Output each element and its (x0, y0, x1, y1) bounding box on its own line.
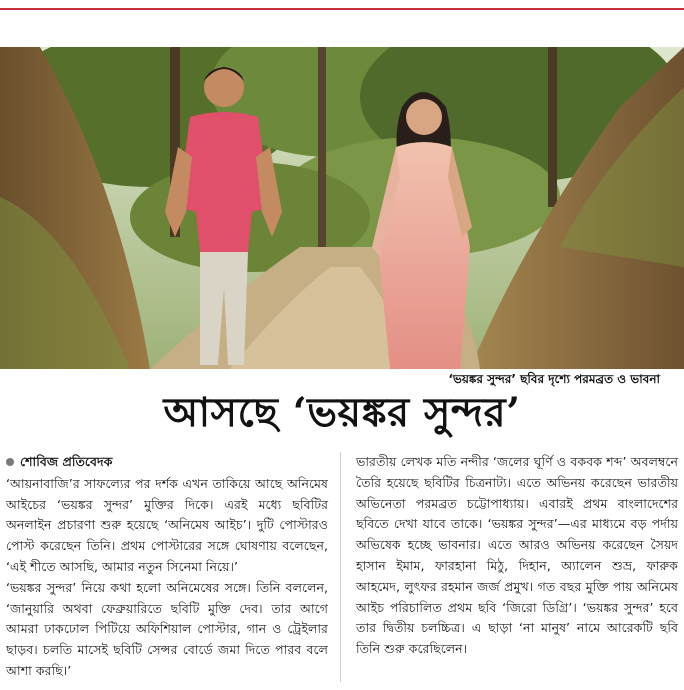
paragraph: ‘ভয়ঙ্কর সুন্দর’ নিয়ে কথা হলো অনিমেষের সঙ্গে। তিনি বললেন, ‘জানুয়ারি অথবা ফেব্রুয়ারিতে ছবিটি মুক্তি দেব। তার আগে আমরা ঢাকঢোল পিটিয়ে অফিশিয়াল পোস্টার, গান ও ট্রেইলার ছাড়ব। চলতি মাসেই ছবিটি সেন্সর বোর্ডে জমা দিতে পারব বলে আশা করছি।’ (6, 579, 328, 678)
column-divider (340, 452, 341, 682)
article-photo (0, 47, 684, 369)
bullet-icon (6, 458, 14, 466)
byline-text: শোবিজ প্রতিবেদক (20, 454, 113, 469)
byline (6, 452, 328, 473)
top-rule (0, 0, 684, 10)
paragraph: ‘আয়নাবাজি’র সাফল্যের পর দর্শক এখন তাকিয়ে আছে অনিমেষ আইচের ‘ভয়ঙ্কর সুন্দর’ মুক্তির দিকে। এরই মধ্যে ছবিটির অনলাইন প্রচারণা শুরু হয়েছে ‘অনিমেষ আইচ’। দুটি পোস্টারও পোস্ট করেছেন তিনি। প্রথম পোস্টারের সঙ্গে ঘোষণায় বলেছেন, ‘এই শীতে আসছি, আমার নতুন সিনেমা নিয়ে।’ (6, 475, 328, 574)
article-column-right (356, 452, 678, 660)
paragraph: ভারতীয় লেখক মতি নন্দীর ‘জলের ঘূর্ণি ও বকবক শব্দ’ অবলম্বনে তৈরি হয়েছে ছবিটির চিত্রনাট্য। এতে অভিনয় করেছেন ভারতীয় অভিনেতা পরমব্রত চট্টোপাধ্যায়। এবারই প্রথম বাংলাদেশের ছবিতে দেখা যাবে তাকে। ‘ভয়ঙ্কর সুন্দর’—এর মাধ্যমে বড় পর্দায় অভিষেক হচ্ছে ভাবনার। এতে আরও অভিনয় করেছেন সৈয়দ হাসান ইমাম, ফারহানা মিঠু, দিহান, অ্যালেন শুভ্র, ফারুক আহমেদ, লুৎফর রহমান জর্জ প্রমুখ। গত বছর মুক্তি পায় অনিমেষ আইচ পরিচালিত প্রথম ছবি ‘জিরো ডিগ্রি’। ‘ভয়ঙ্কর সুন্দর’ হবে তার দ্বিতীয় চলচ্চিত্র। এ ছাড়া ‘না মানুষ’ নামে আরেকটি ছবি তিনি শুরু করেছিলেন। (356, 454, 678, 657)
photo-caption: ‘ভয়ঙ্কর সুন্দর’ ছবির দৃশ্যে পরমব্রত ও ভাবনা (448, 372, 660, 386)
headline: আসছে ‘ভয়ঙ্কর সুন্দর’ (163, 389, 521, 436)
article-column-left (6, 452, 328, 682)
